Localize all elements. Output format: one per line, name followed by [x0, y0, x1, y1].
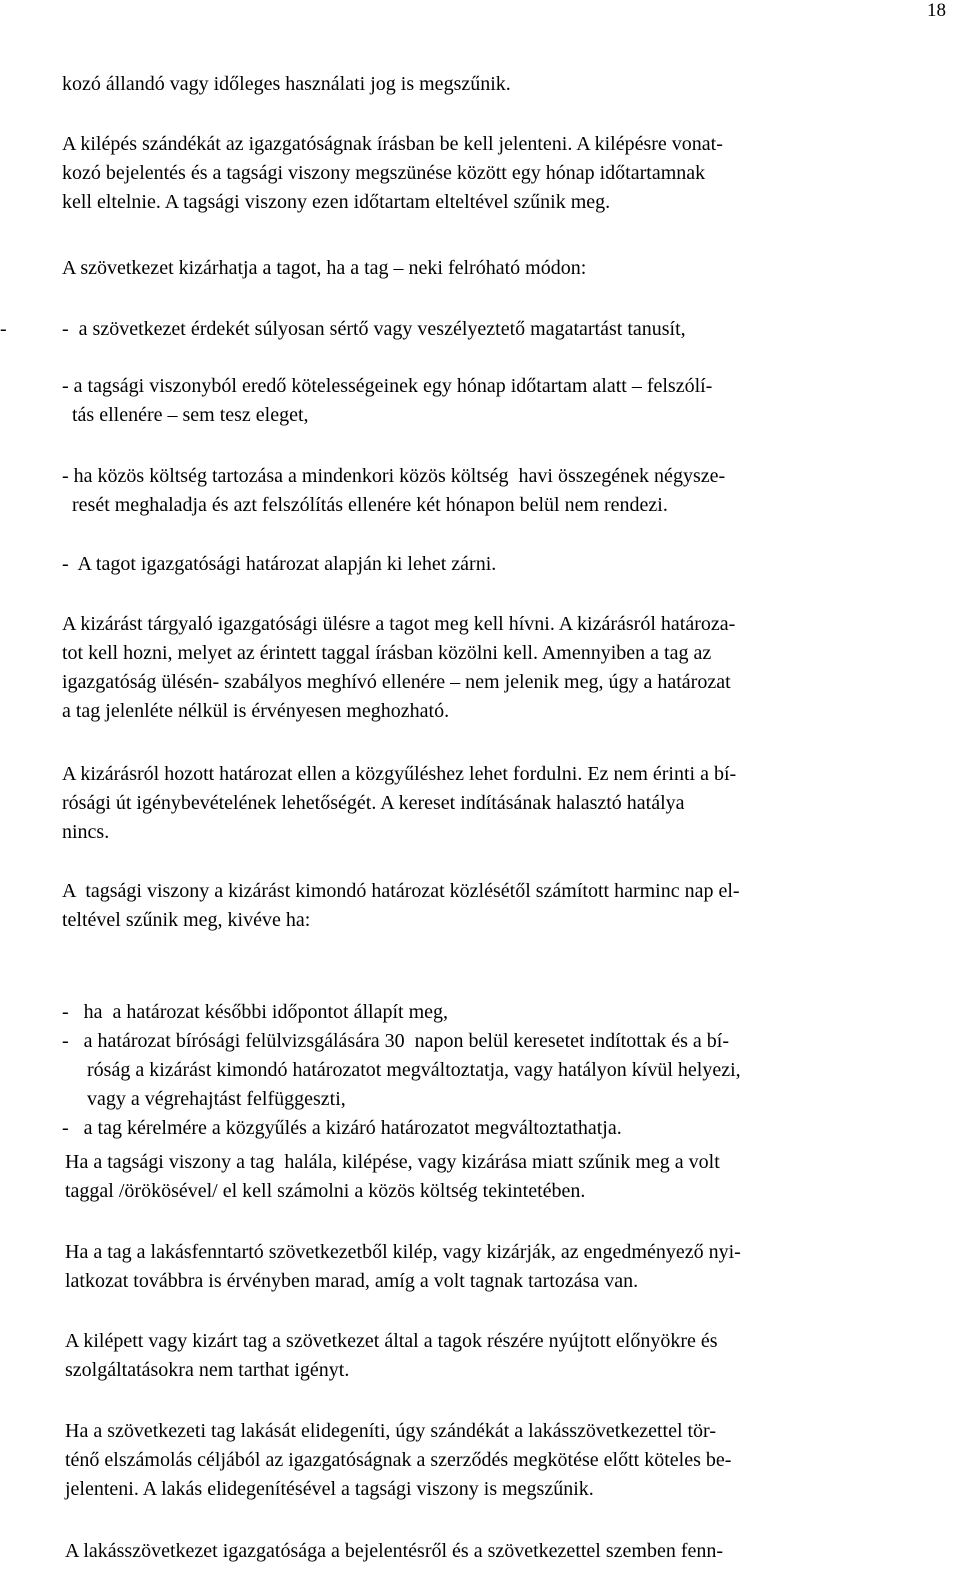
- text-line: - a tagsági viszonyból eredő kötelességeinek egy hónap időtartam alatt – felszólí-: [62, 375, 713, 397]
- text-line: A tagsági viszony a kizárást kimondó határozat közlésétől számított harminc nap el-: [62, 880, 740, 902]
- text-line: nincs.: [62, 821, 110, 843]
- text-line: A szövetkezet kizárhatja a tagot, ha a tag – neki felróható módon:: [62, 257, 587, 279]
- text-line: tás ellenére – sem tesz eleget,: [62, 404, 309, 426]
- paragraph-benefits: [65, 1327, 945, 1385]
- text-line: kozó bejelentés és a tagsági viszony megszünése között egy hónap időtartamnak: [62, 162, 706, 184]
- text-line: rósági út igénybevételének lehetőségét. A kereset indításának halasztó hatálya: [62, 792, 685, 814]
- paragraph-exclusion-meeting: [62, 610, 942, 726]
- text-line: igazgatóság ülésén- szabályos meghívó ellenére – nem jelenik meg, úgy a határozat: [62, 671, 731, 693]
- text-line: jelenteni. A lakás elidegenítésével a tagsági viszony is megszűnik.: [65, 1478, 594, 1500]
- margin-mark: -: [0, 318, 7, 340]
- paragraph-assignment: [65, 1238, 945, 1296]
- text-line: kell eltelnie. A tagsági viszony ezen időtartam elteltével szűnik meg.: [62, 191, 611, 213]
- paragraph-appeal: [62, 760, 942, 847]
- list-item-exclusion-decision: [62, 550, 942, 579]
- text-line: kozó állandó vagy időleges használati jog is megszűnik.: [62, 73, 511, 95]
- list-item: róság a kizárást kimondó határozatot megváltoztatja, vagy hatályon kívül helyezi,: [62, 1059, 741, 1081]
- page-number: 18: [927, 0, 946, 21]
- text-line: - ha közös költség tartozása a mindenkori közös költség havi összegének négysze-: [62, 465, 726, 487]
- text-line: latkozat továbbra is érvényben marad, amíg a volt tagnak tartozása van.: [65, 1270, 639, 1292]
- text-line: tot kell hozni, melyet az érintett taggal írásban közölni kell. Amennyiben a tag az: [62, 642, 712, 664]
- list-exceptions: [62, 998, 942, 1143]
- paragraph-board-notice: [65, 1537, 945, 1566]
- text-line: Ha a szövetkezeti tag lakását elidegeníti, úgy szándékát a lakásszövetkezettel tör-: [65, 1420, 716, 1442]
- text-line: Ha a tag a lakásfenntartó szövetkezetből kilép, vagy kizárják, az engedményező nyi-: [65, 1241, 741, 1263]
- paragraph-continuation: [62, 70, 942, 99]
- text-line: szolgáltatásokra nem tarthat igényt.: [65, 1359, 350, 1381]
- paragraph-termination: [62, 877, 942, 935]
- list-item-exclusion-reason: [62, 315, 942, 344]
- text-line: a tag jelenléte nélkül is érvényesen meghozható.: [62, 700, 450, 722]
- text-line: taggal /örökösével/ el kell számolni a közös költség tekintetében.: [65, 1180, 586, 1202]
- text-line: A kizárást tárgyaló igazgatósági ülésre a tagot meg kell hívni. A kizárásról határoza-: [62, 613, 736, 635]
- paragraph-exclusion-intro: [62, 254, 942, 283]
- list-item-exclusion-reason: [62, 462, 942, 520]
- list-item-exclusion-reason: [62, 372, 942, 430]
- list-item: - ha a határozat későbbi időpontot állapít meg,: [62, 1001, 448, 1023]
- paragraph-settlement: [65, 1148, 945, 1206]
- text-line: ténő elszámolás céljából az igazgatóságnak a szerződés megkötése előtt köteles be-: [65, 1449, 732, 1471]
- text-line: A kilépett vagy kizárt tag a szövetkezet által a tagok részére nyújtott előnyökre és: [65, 1330, 718, 1352]
- list-item: - a tag kérelmére a közgyűlés a kizáró határozatot megváltoztathatja.: [62, 1117, 622, 1139]
- text-line: - a szövetkezet érdekét súlyosan sértő vagy veszélyeztető magatartást tanusít,: [62, 318, 686, 340]
- list-item: vagy a végrehajtást felfüggeszti,: [62, 1088, 346, 1110]
- list-item: - a határozat bírósági felülvizsgálására 30 napon belül keresetet indítottak és a bí-: [62, 1030, 729, 1052]
- paragraph-alienation: [65, 1417, 945, 1504]
- text-line: A kilépés szándékát az igazgatóságnak írásban be kell jelenteni. A kilépésre vonat-: [62, 133, 723, 155]
- text-line: A lakásszövetkezet igazgatósága a bejelentésről és a szövetkezettel szemben fenn-: [65, 1540, 724, 1562]
- text-line: A kizárásról hozott határozat ellen a közgyűléshez lehet fordulni. Ez nem érinti a bí-: [62, 763, 737, 785]
- text-line: resét meghaladja és azt felszólítás ellenére két hónapon belül nem rendezi.: [62, 494, 668, 516]
- text-line: teltével szűnik meg, kivéve ha:: [62, 909, 311, 931]
- text-line: - A tagot igazgatósági határozat alapján ki lehet zárni.: [62, 553, 497, 575]
- paragraph-exit-notice: [62, 130, 942, 217]
- text-line: Ha a tagsági viszony a tag halála, kilépése, vagy kizárása miatt szűnik meg a volt: [65, 1151, 720, 1173]
